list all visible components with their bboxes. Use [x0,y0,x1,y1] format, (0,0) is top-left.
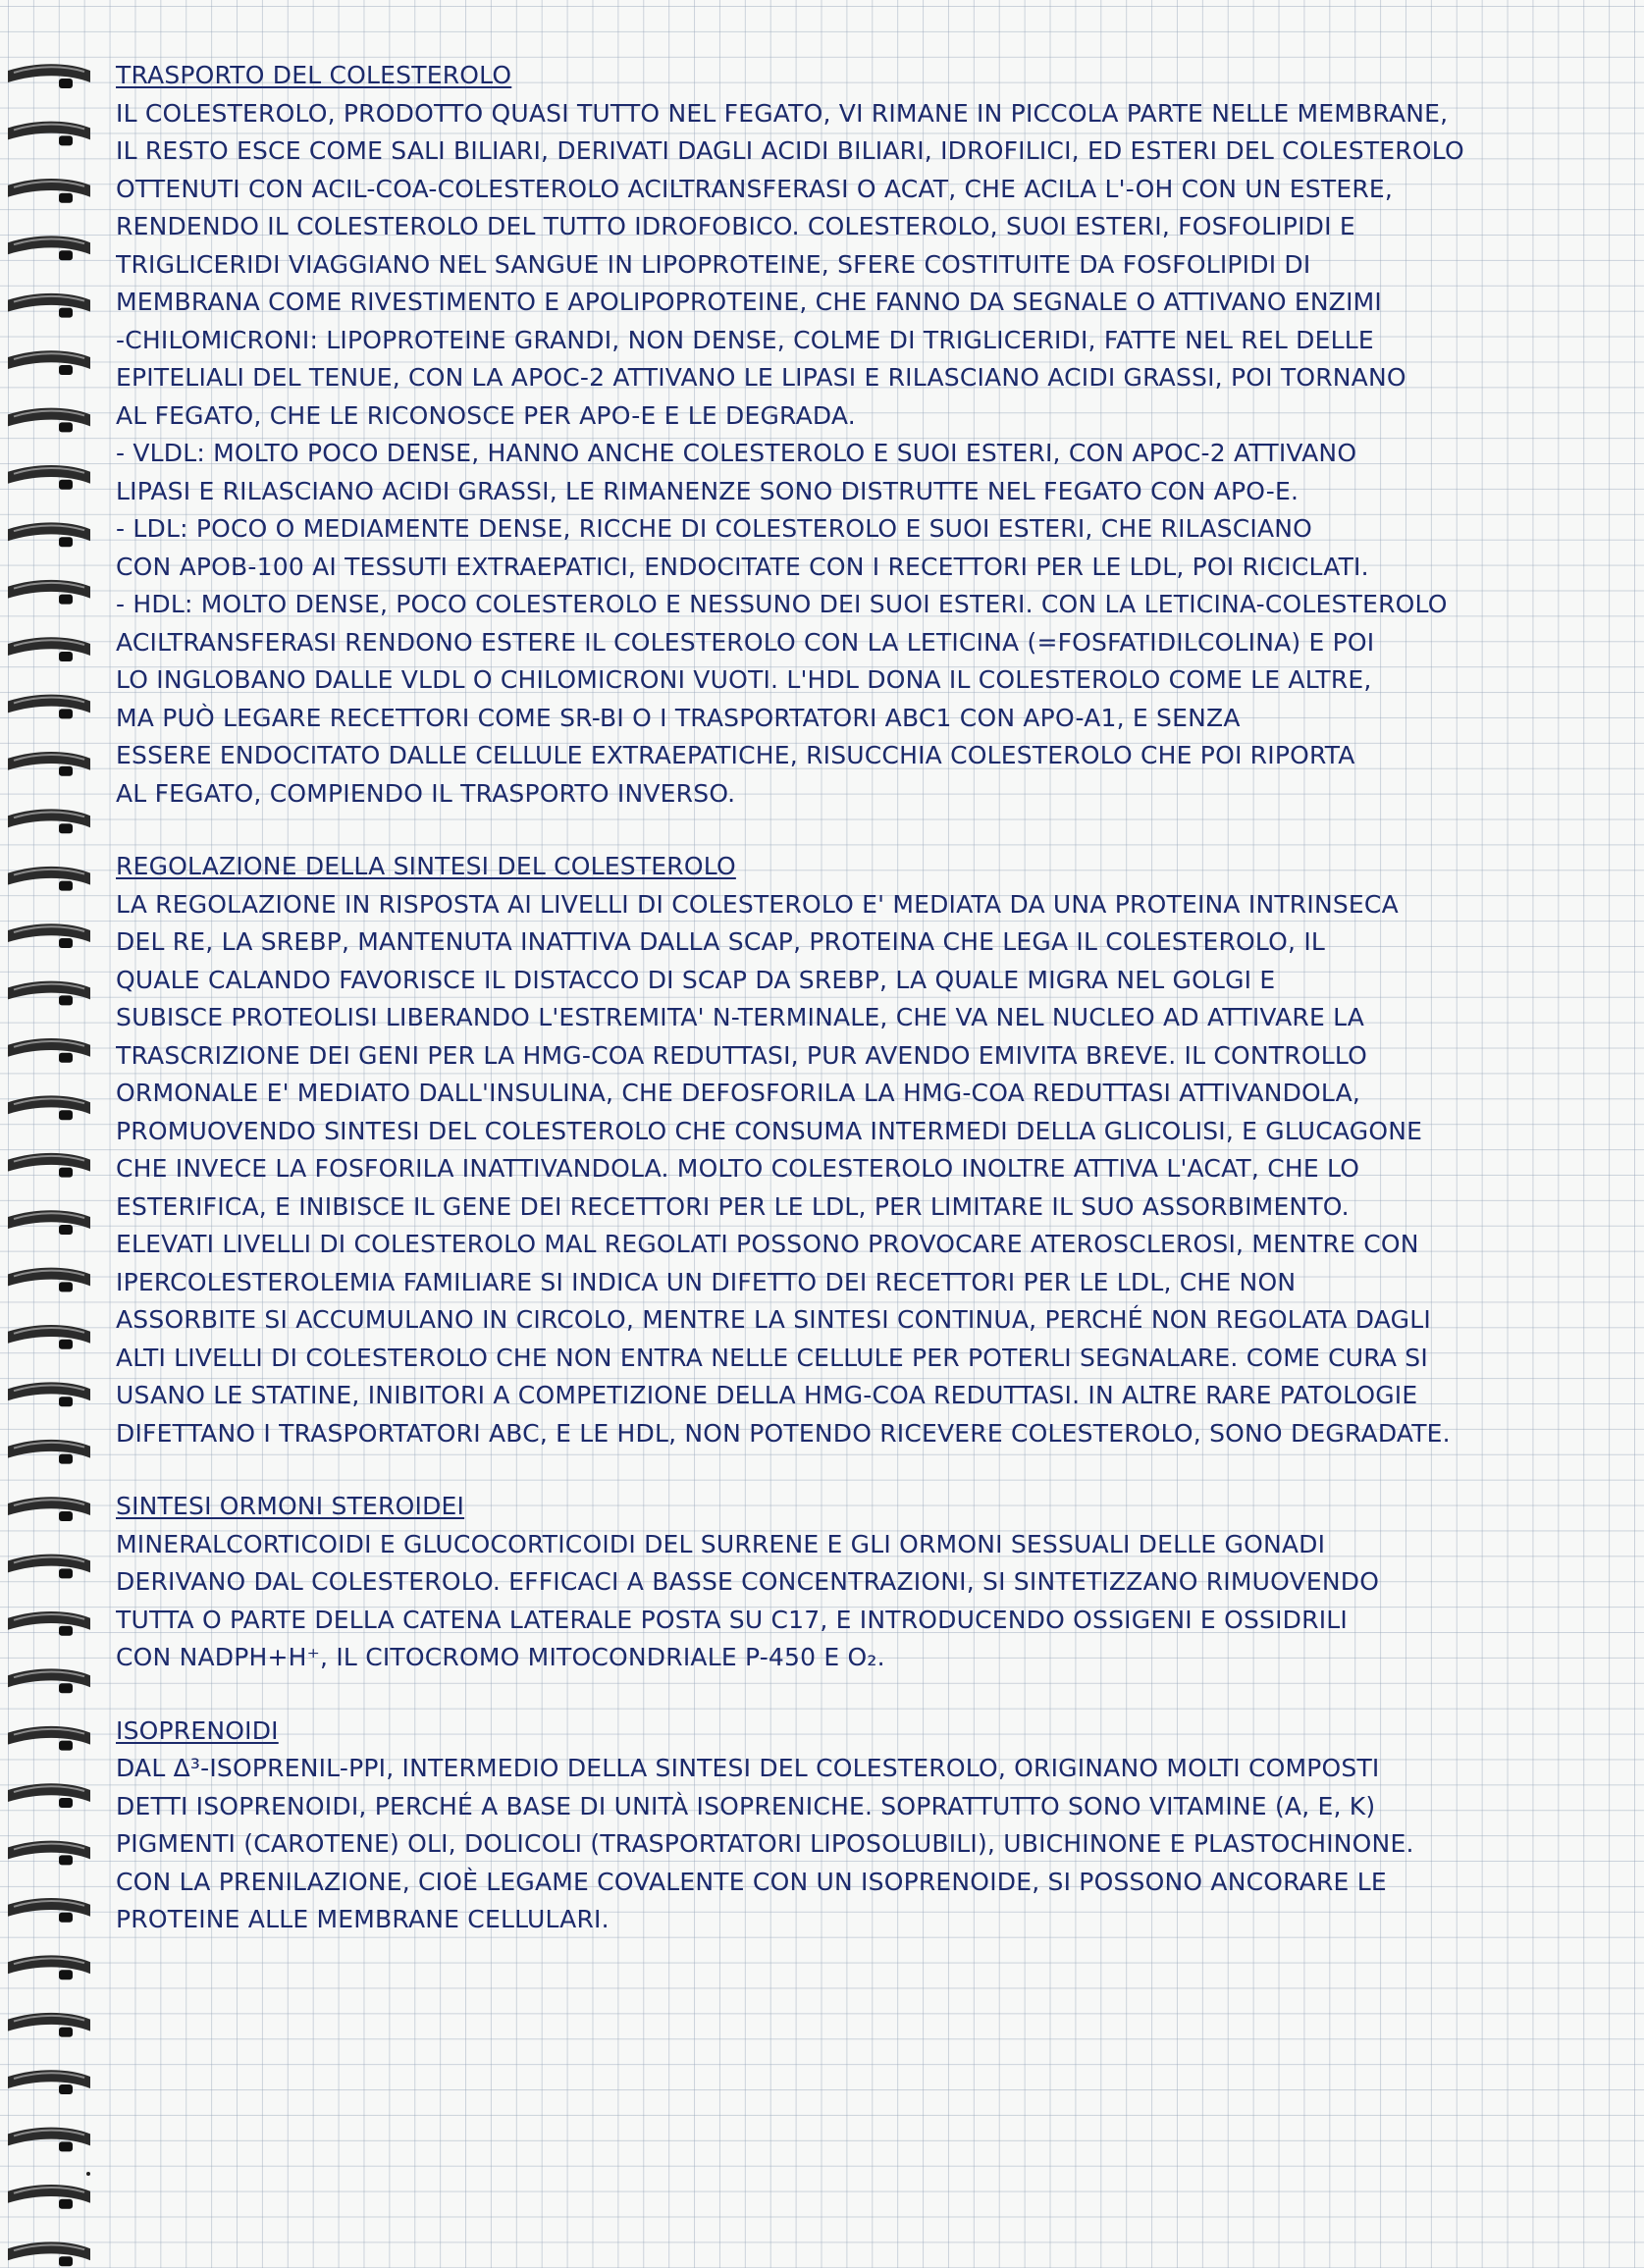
section-body [116,1750,1637,1939]
text-line: LO INGLOBANO DALLE VLDL O CHILOMICRONI VUOTI. L'HDL DONA IL COLESTEROLO COME LE ALTRE, [116,665,1372,694]
spiral-coil [8,752,90,776]
text-line: IL RESTO ESCE COME SALI BILIARI, DERIVATI DAGLI ACIDI BILIARI, IDROFILICI, ED ESTERI DEL COLESTEROLO [116,136,1464,165]
spiral-coil [8,637,90,661]
text-line: AL FEGATO, CHE LE RICONOSCE PER APO-E E LE DEGRADA. [116,400,856,430]
spiral-coil [8,408,90,433]
text-line: ASSORBITE SI ACCUMULANO IN CIRCOLO, MENTRE LA SINTESI CONTINUA, PERCHÉ NON REGOLATA DAGLI [116,1305,1431,1334]
spiral-coil [8,2070,90,2094]
text-line: DEL RE, LA SREBP, MANTENUTA INATTIVA DALLA SCAP, PROTEINA CHE LEGA IL COLESTEROLO, IL [116,927,1326,956]
spiral-coil [8,64,90,88]
section-ormoni-steroidei [116,1488,1637,1677]
spiral-binding [0,0,108,2268]
text-line: LA REGOLAZIONE IN RISPOSTA AI LIVELLI DI COLESTEROLO E' MEDIATA DA UNA PROTEINA INTRINSECA [116,889,1399,919]
spiral-coil [8,293,90,318]
text-line: EPITELIALI DEL TENUE, CON LA APOC-2 ATTIVANO LE LIPASI E RILASCIANO ACIDI GRASSI, POI TORNANO [116,363,1406,392]
spiral-coil [8,2128,90,2152]
section-body [116,95,1637,814]
text-line: LIPASI E RILASCIANO ACIDI GRASSI, LE RIMANENZE SONO DISTRUTTE NEL FEGATO CON APO-E. [116,476,1299,505]
spiral-coil [8,2013,90,2037]
text-line: TRIGLICERIDI VIAGGIANO NEL SANGUE IN LIPOPROTEINE, SFERE COSTITUITE DA FOSFOLIPIDI DI [116,249,1311,279]
section-title: REGOLAZIONE DELLA SINTESI DEL COLESTEROLO [116,852,736,880]
spiral-coil [8,981,90,1006]
spiral-coil [8,1841,90,1866]
spiral-coil [8,465,90,490]
text-line: PROTEINE ALLE MEMBRANE CELLULARI. [116,1905,610,1933]
text-line: IPERCOLESTEROLEMIA FAMILIARE SI INDICA UN DIFETTO DEI RECETTORI PER LE LDL, CHE NON [116,1267,1297,1296]
text-line: MINERALCORTICOIDI E GLUCOCORTICOIDI DEL SURRENE E GLI ORMONI SESSUALI DELLE GONADI [116,1529,1326,1558]
spiral-coil [8,1153,90,1178]
spiral-coil [8,2185,90,2209]
section-title: ISOPRENOIDI [116,1715,279,1745]
spiral-coil [8,809,90,833]
text-line: TUTTA O PARTE DELLA CATENA LATERALE POSTA SU C17, E INTRODUCENDO OSSIGENI E OSSIDRILI [116,1605,1348,1634]
spiral-coil [8,1898,90,1923]
text-line: - HDL: MOLTO DENSE, POCO COLESTEROLO E NESSUNO DEI SUOI ESTERI. CON LA LETICINA-COLESTEROLO [116,590,1448,618]
text-line: - LDL: POCO O MEDIAMENTE DENSE, RICCHE DI COLESTEROLO E SUOI ESTERI, CHE RILASCIANO [116,514,1313,543]
text-line: -CHILOMICRONI: LIPOPROTEINE GRANDI, NON DENSE, COLME DI TRIGLICERIDI, FATTE NEL REL DELLE [116,325,1374,354]
text-line: CON LA PRENILAZIONE, CIOÈ LEGAME COVALENTE CON UN ISOPRENOIDE, SI POSSONO ANCORARE LE [116,1867,1387,1896]
spiral-coil [8,1497,90,1521]
spiral-coil [8,1726,90,1751]
spiral-coil [8,923,90,948]
section-title: SINTESI ORMONI STEROIDEI [116,1492,465,1520]
text-line: ESTERIFICA, E INIBISCE IL GENE DEI RECETTORI PER LE LDL, PER LIMITARE IL SUO ASSORBIMENTO. [116,1191,1350,1221]
text-line: CHE INVECE LA FOSFORILA INATTIVANDOLA. MOLTO COLESTEROLO INOLTRE ATTIVA L'ACAT, CHE LO [116,1154,1360,1183]
spiral-coil [8,1210,90,1235]
text-line: ESSERE ENDOCITATO DALLE CELLULE EXTRAEPATICHE, RISUCCHIA COLESTEROLO CHE POI RIPORTA [116,741,1355,769]
text-line: ORMONALE E' MEDIATO DALL'INSULINA, CHE DEFOSFORILA LA HMG-COA REDUTTASI ATTIVANDOLA, [116,1079,1361,1107]
spiral-coil [8,122,90,146]
text-line: DIFETTANO I TRASPORTATORI ABC, E LE HDL, NON POTENDO RICEVERE COLESTEROLO, SONO DEGRADATE. [116,1418,1451,1448]
text-line: AL FEGATO, COMPIENDO IL TRASPORTO INVERSO. [116,778,736,808]
section-body [116,1526,1637,1677]
text-line: CON APOB-100 AI TESSUTI EXTRAEPATICI, ENDOCITATE CON I RECETTORI PER LE LDL, POI RICICLATI. [116,552,1369,581]
text-line: USANO LE STATINE, INIBITORI A COMPETIZIONE DELLA HMG-COA REDUTTASI. IN ALTRE RARE PATOLOGIE [116,1381,1418,1409]
spiral-coil [8,236,90,260]
spiral-coil [8,1325,90,1349]
spiral-coil [8,2242,90,2266]
spiral-coil [8,179,90,203]
text-line: QUALE CALANDO FAVORISCE IL DISTACCO DI SCAP DA SREBP, LA QUALE MIGRA NEL GOLGI E [116,965,1276,994]
text-line: ACILTRANSFERASI RENDONO ESTERE IL COLESTEROLO CON LA LETICINA (=FOSFATIDILCOLINA) E POI [116,627,1375,657]
handwritten-notes [116,57,1637,1975]
spiral-coil [8,350,90,375]
text-line: RENDENDO IL COLESTEROLO DEL TUTTO IDROFOBICO. COLESTEROLO, SUOI ESTERI, FOSFOLIPIDI E [116,212,1355,240]
text-line: ELEVATI LIVELLI DI COLESTEROLO MAL REGOLATI POSSONO PROVOCARE ATEROSCLEROSI, MENTRE CON [116,1230,1419,1258]
section-isoprenoidi [116,1713,1637,1939]
spiral-coil [8,1783,90,1808]
spiral-coil [8,1955,90,1979]
text-line: DETTI ISOPRENOIDI, PERCHÉ A BASE DI UNITÀ ISOPRENICHE. SOPRATTUTTO SONO VITAMINE (A, E, K) [116,1791,1376,1820]
spiral-coil [8,1555,90,1579]
ink-dot [86,2172,90,2176]
spiral-coil [8,867,90,891]
spiral-coil [8,1611,90,1636]
text-line: DAL Δ³-ISOPRENIL-PPI, INTERMEDIO DELLA SINTESI DEL COLESTEROLO, ORIGINANO MOLTI COMPOSTI [116,1754,1380,1782]
spiral-coil [8,522,90,547]
text-line: MA PUÒ LEGARE RECETTORI COME SR-BI O I TRASPORTATORI ABC1 CON APO-A1, E SENZA [116,703,1241,732]
spiral-coil [8,1382,90,1406]
text-line: PIGMENTI (CAROTENE) OLI, DOLICOLI (TRASPORTATORI LIPOSOLUBILI), UBICHINONE E PLASTOCHINONE. [116,1829,1414,1858]
text-line: OTTENUTI CON ACIL-COA-COLESTEROLO ACILTRANSFERASI O ACAT, CHE ACILA L'-OH CON UN ESTERE, [116,174,1394,203]
text-line: CON NADPH+H⁺, IL CITOCROMO MITOCONDRIALE P-450 E O₂. [116,1643,885,1671]
spiral-coil [8,1668,90,1693]
spiral-coil [8,1268,90,1292]
spiral-coil [8,580,90,605]
text-line: - VLDL: MOLTO POCO DENSE, HANNO ANCHE COLESTEROLO E SUOI ESTERI, CON APOC-2 ATTIVANO [116,439,1357,467]
text-line: SUBISCE PROTEOLISI LIBERANDO L'ESTREMITA' N-TERMINALE, CHE VA NEL NUCLEO AD ATTIVARE LA [116,1003,1365,1031]
section-title: TRASPORTO DEL COLESTEROLO [116,61,512,89]
section-trasporto [116,57,1637,813]
text-line: PROMUOVENDO SINTESI DEL COLESTEROLO CHE CONSUMA INTERMEDI DELLA GLICOLISI, E GLUCAGONE [116,1116,1423,1145]
spiral-coil [8,1038,90,1063]
text-line: IL COLESTEROLO, PRODOTTO QUASI TUTTO NEL FEGATO, VI RIMANE IN PICCOLA PARTE NELLE MEMBRANE, [116,98,1449,128]
text-line: MEMBRANA COME RIVESTIMENTO E APOLIPOPROTEINE, CHE FANNO DA SEGNALE O ATTIVANO ENZIMI [116,288,1382,316]
section-regolazione [116,848,1637,1452]
spiral-coil [8,1095,90,1120]
text-line: ALTI LIVELLI DI COLESTEROLO CHE NON ENTRA NELLE CELLULE PER POTERLI SEGNALARE. COME CURA SI [116,1343,1428,1372]
section-body [116,886,1637,1453]
text-line: TRASCRIZIONE DEI GENI PER LA HMG-COA REDUTTASI, PUR AVENDO EMIVITA BREVE. IL CONTROLLO [116,1040,1367,1070]
text-line: DERIVANO DAL COLESTEROLO. EFFICACI A BASSE CONCENTRAZIONI, SI SINTETIZZANO RIMUOVENDO [116,1567,1380,1596]
spiral-coil [8,695,90,719]
spiral-coil [8,1440,90,1464]
